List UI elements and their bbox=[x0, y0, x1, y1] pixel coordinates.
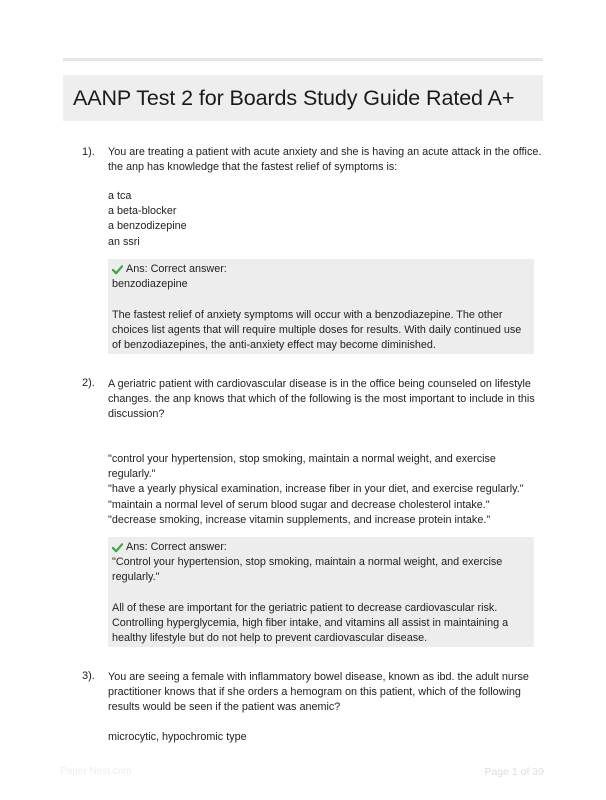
option: regularly." bbox=[108, 468, 156, 481]
title-banner bbox=[63, 75, 543, 121]
answer-label: Ans: Correct answer: bbox=[126, 541, 227, 553]
answer-text: "Control your hypertension, stop smoking, maintain a normal weight, and exercise bbox=[112, 556, 503, 569]
options-list bbox=[108, 189, 538, 250]
question-text bbox=[108, 145, 542, 175]
option: "have a yearly physical examination, increase fiber in your diet, and exercise regularly." bbox=[108, 483, 524, 496]
check-icon bbox=[112, 264, 123, 275]
answer-text: regularly." bbox=[112, 571, 160, 584]
answer-box bbox=[108, 259, 534, 354]
option: "control your hypertension, stop smoking, maintain a normal weight, and exercise bbox=[108, 453, 496, 465]
question-line: changes. the anp knows that which of the following is the most important to include in this bbox=[108, 393, 535, 406]
question-line: discussion? bbox=[108, 408, 165, 421]
question-line: results would be seen if the patient was anemic? bbox=[108, 701, 341, 714]
top-rule bbox=[63, 58, 543, 61]
question-line: You are seeing a female with inflammatory bowel disease, known as ibd. the adult nurse bbox=[108, 671, 529, 683]
question-text bbox=[108, 377, 538, 423]
explanation-line: Controlling hyperglycemia, high fiber intake, and vitamins all assist in maintaining a bbox=[112, 617, 509, 629]
footer-watermark: Paper Nest.com bbox=[60, 766, 132, 777]
question-number: 2). bbox=[82, 377, 95, 389]
document-title: AANP Test 2 for Boards Study Guide Rated A+ bbox=[73, 85, 515, 110]
answer-header bbox=[112, 540, 530, 555]
option: a benzodizepine bbox=[108, 220, 187, 233]
options-list bbox=[108, 730, 538, 745]
question-line: practitioner knows that if she orders a hemogram on this patient, which of the following bbox=[108, 686, 521, 699]
options-list bbox=[108, 452, 538, 528]
question-number: 1). bbox=[82, 146, 95, 158]
option: a tca bbox=[108, 190, 132, 202]
page-indicator: Page 1 of 39 bbox=[484, 766, 544, 778]
option: "maintain a normal level of serum blood sugar and decrease cholesterol intake." bbox=[108, 498, 490, 511]
question-line: A geriatric patient with cardiovascular disease is in the office being counseled on lifestyle bbox=[108, 378, 531, 390]
answer-box bbox=[108, 537, 534, 647]
option: "decrease smoking, increase vitamin supplements, and increase protein intake." bbox=[108, 513, 491, 526]
explanation-line: of benzodiazepines, the anti-anxiety effect may become diminished. bbox=[112, 339, 436, 351]
question-line: You are treating a patient with acute anxiety and she is having an acute attack in the office. bbox=[108, 146, 542, 158]
explanation-line: All of these are important for the geriatric patient to decrease cardiovascular risk. bbox=[112, 601, 498, 614]
answer-header bbox=[112, 262, 530, 277]
option: an ssri bbox=[108, 235, 140, 248]
check-icon bbox=[112, 542, 123, 553]
explanation-line: The fastest relief of anxiety symptoms will occur with a benzodiazepine. The other bbox=[112, 308, 503, 321]
answer-text: benzodiazepine bbox=[112, 278, 188, 291]
explanation-line: healthy lifestyle but do not help to prevent cardiovascular disease. bbox=[112, 632, 428, 645]
option: a beta-blocker bbox=[108, 205, 177, 218]
answer-label: Ans: Correct answer: bbox=[126, 263, 227, 275]
option: microcytic, hypochromic type bbox=[108, 731, 247, 743]
explanation-line: choices list agents that will require multiple doses for results. With daily continued use bbox=[112, 323, 522, 336]
question-number: 3). bbox=[82, 670, 95, 682]
question-text bbox=[108, 670, 538, 716]
question-line: the anp has knowledge that the fastest relief of symptoms is: bbox=[108, 161, 398, 174]
